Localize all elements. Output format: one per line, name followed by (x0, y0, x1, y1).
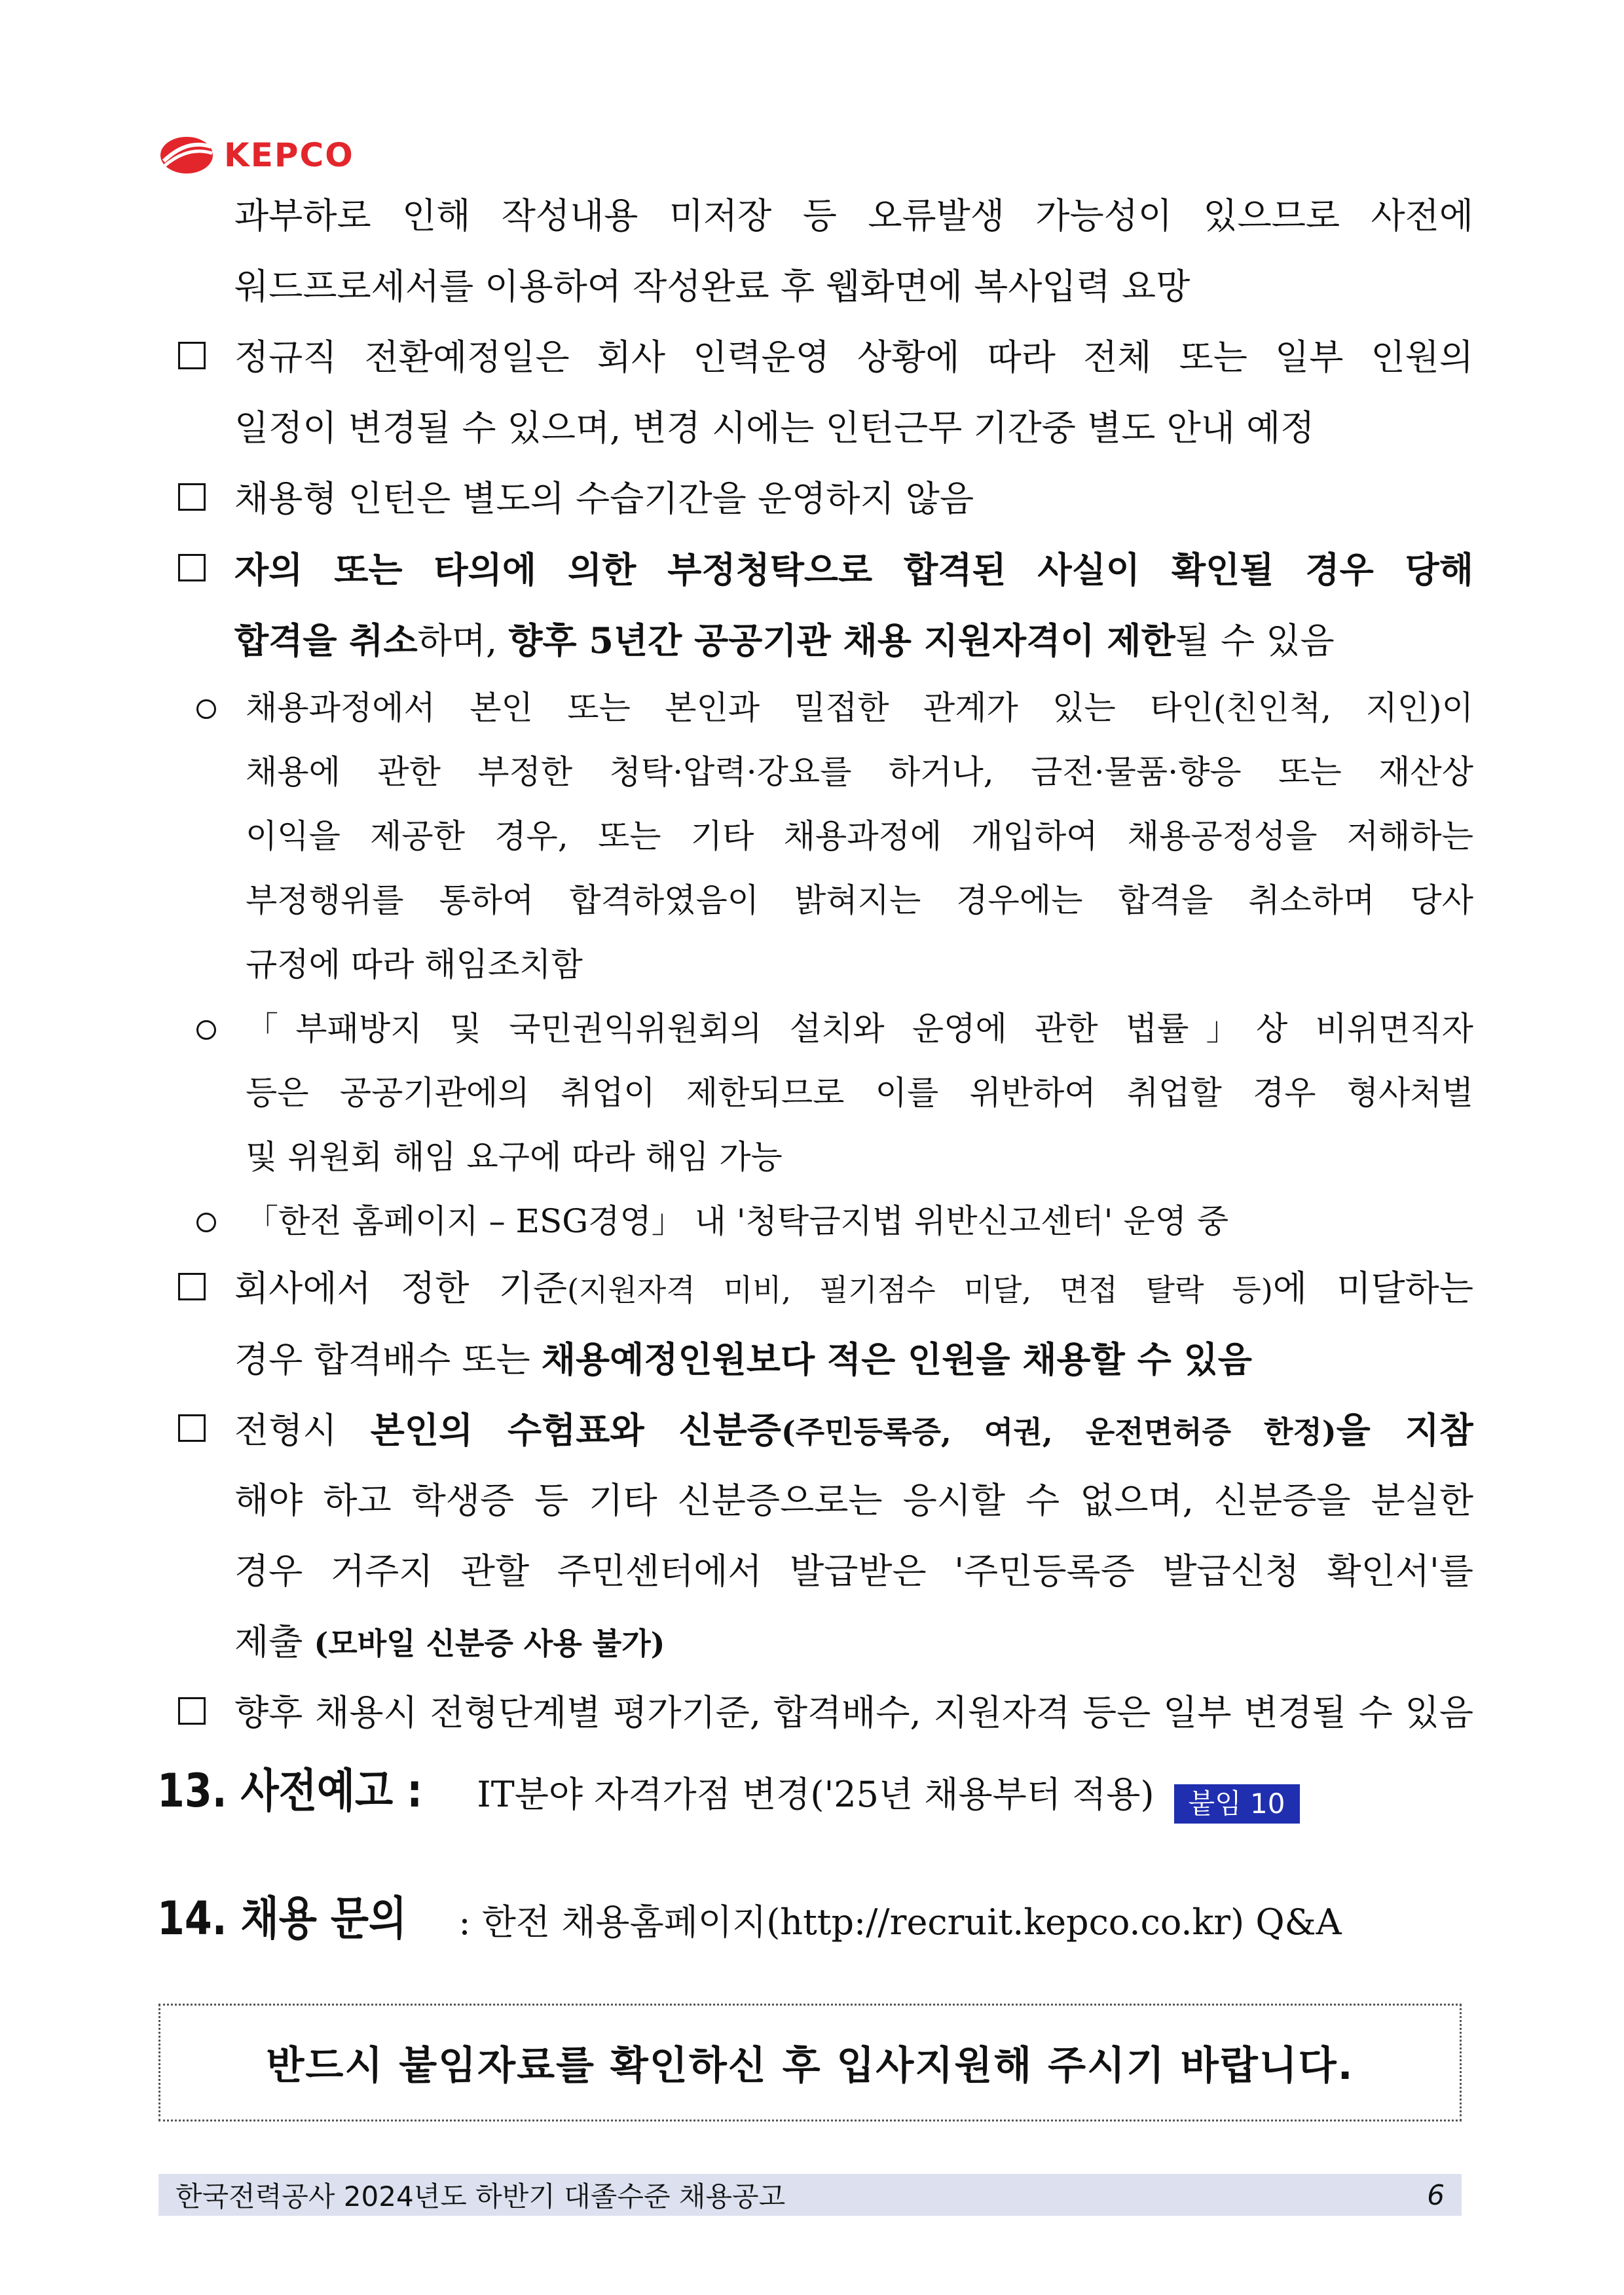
kepco-emblem-icon (157, 135, 216, 175)
text-line (170, 1395, 1473, 1465)
text-run: (모바일 신분증 사용 불가) (314, 1626, 665, 1661)
text-line (170, 605, 1473, 676)
text-run: 제출 (234, 1621, 314, 1662)
text-line (170, 1189, 1473, 1253)
text-line (170, 932, 1473, 997)
text-run: 채용예정인원보다 적은 인원을 채용할 수 있음 (541, 1338, 1252, 1380)
text-line (170, 1536, 1473, 1607)
text-run: 경우 거주지 관할 주민센터에서 발급받은 '주민등록증 발급신청 확인서'를 (234, 1551, 1473, 1592)
text-run: 합격을 취소 (234, 619, 418, 661)
text-run: 이익을 제공한 경우, 또는 기타 채용과정에 개입하여 채용공정성을 저해하는 (246, 817, 1473, 855)
text-run: 하며, (417, 620, 509, 661)
text-run: 일정이 변경될 수 있으며, 변경 시에는 인턴근무 기간중 별도 안내 예정 (234, 407, 1315, 449)
text-run: 에 미달하는 (1272, 1268, 1473, 1309)
text-run: 및 위원회 해임 요구에 따라 해임 가능 (246, 1138, 783, 1176)
text-run: 해야 하고 학생증 등 기타 신분증으로는 응시할 수 없으며, 신분증을 분실한 (234, 1480, 1473, 1521)
text-line (170, 1324, 1473, 1395)
kepco-logo (157, 134, 354, 176)
text-line (170, 676, 1473, 740)
checkbox-square-icon (178, 342, 206, 369)
text-line (170, 740, 1473, 804)
text-run: 회사에서 정한 기준 (234, 1268, 568, 1309)
text-run: 워드프로세서를 이용하여 작성완료 후 웹화면에 복사입력 요망 (234, 266, 1190, 307)
text-run: 「한전 홈페이지 – ESG경영」 내 '청탁금지법 위반신고센터' 운영 중 (246, 1202, 1229, 1240)
text-line (170, 804, 1473, 868)
section-14 (157, 1889, 1342, 1948)
text-line (170, 1678, 1473, 1748)
checkbox-square-icon (178, 1414, 206, 1442)
text-run: 과부하로 인해 작성내용 미저장 등 오류발생 가능성이 있으므로 사전에 (234, 195, 1473, 236)
attachment-badge: 붙임 10 (1174, 1784, 1300, 1824)
text-run: 부정행위를 통하여 합격하였음이 밝혀지는 경우에는 합격을 취소하며 당사 (246, 881, 1473, 919)
document-body (170, 181, 1473, 1748)
notice-box (158, 2004, 1462, 2121)
footer-title: 한국전력공사 2024년도 하반기 대졸수준 채용공고 (175, 2180, 786, 2212)
text-run: (주민등록증, 여권, 운전면허증 한정) (781, 1414, 1337, 1450)
text-line (170, 1061, 1473, 1125)
text-line (170, 251, 1473, 322)
text-line (170, 1253, 1473, 1324)
text-line (170, 464, 1473, 534)
text-line (170, 868, 1473, 932)
checkbox-square-icon (178, 1273, 206, 1300)
kepco-logo-text: KEPCO (224, 136, 354, 174)
text-run: (지원자격 미비, 필기점수 미달, 면접 탈락 등) (567, 1272, 1273, 1308)
text-run: 경우 합격배수 또는 (234, 1339, 542, 1380)
text-run: 채용형 인턴은 별도의 수습기간을 운영하지 않음 (234, 478, 974, 519)
text-run: 채용에 관한 부정한 청탁·압력·강요를 하거나, 금전·물품·향응 또는 재산상 (246, 753, 1473, 791)
text-line (170, 1607, 1473, 1678)
checkbox-square-icon (178, 1697, 206, 1725)
text-run: 전형시 (234, 1410, 371, 1451)
text-line (170, 181, 1473, 251)
section-13-heading: 13. 사전예고 : (157, 1764, 423, 1818)
checkbox-square-icon (178, 483, 206, 511)
text-run: 본인의 수험표와 신분증 (370, 1409, 781, 1451)
circle-bullet-icon (196, 1020, 216, 1040)
text-run: 「부패방지 및 국민권익위원회의 설치와 운영에 관한 법률」상 비위면직자 (246, 1010, 1473, 1048)
text-run: 될 수 있음 (1175, 620, 1335, 661)
text-run: 채용과정에서 본인 또는 본인과 밀접한 관계가 있는 타인(친인척, 지인)이 (246, 689, 1473, 727)
section-14-heading: 14. 채용 문의 (157, 1892, 407, 1945)
text-run: 향후 채용시 전형단계별 평가기준, 합격배수, 지원자격 등은 일부 변경될 수 있음 (234, 1692, 1473, 1733)
text-run: 자의 또는 타의에 의한 부정청탁으로 합격된 사실이 확인될 경우 당해 (234, 549, 1473, 591)
page-footer (158, 2174, 1462, 2216)
text-line (170, 1125, 1473, 1189)
text-run: 등은 공공기관에의 취업이 제한되므로 이를 위반하여 취업할 경우 형사처벌 (246, 1074, 1473, 1112)
text-run: 규정에 따라 해임조치함 (246, 946, 583, 983)
section-14-body: : 한전 채용홈페이지(http://recruit.kepco.co.kr) Q&A (447, 1901, 1342, 1943)
text-line (170, 1465, 1473, 1536)
section-13-body: IT분야 자격가점 변경('25년 채용부터 적용) (466, 1774, 1154, 1815)
section-13 (157, 1761, 1300, 1820)
text-line (170, 997, 1473, 1061)
checkbox-square-icon (178, 554, 206, 581)
page-number: 6 (1427, 2178, 1445, 2211)
text-line (170, 534, 1473, 605)
circle-bullet-icon (196, 699, 216, 719)
text-line (170, 322, 1473, 393)
text-run: 을 지참 (1336, 1409, 1473, 1451)
text-run: 향후 5년간 공공기관 채용 지원자격이 제한 (508, 619, 1175, 661)
text-line (170, 393, 1473, 464)
circle-bullet-icon (196, 1213, 216, 1232)
text-run: 정규직 전환예정일은 회사 인력운영 상황에 따라 전체 또는 일부 인원의 (234, 337, 1473, 378)
notice-text: 반드시 붙임자료를 확인하신 후 입사지원해 주시기 바랍니다. (266, 2043, 1354, 2089)
